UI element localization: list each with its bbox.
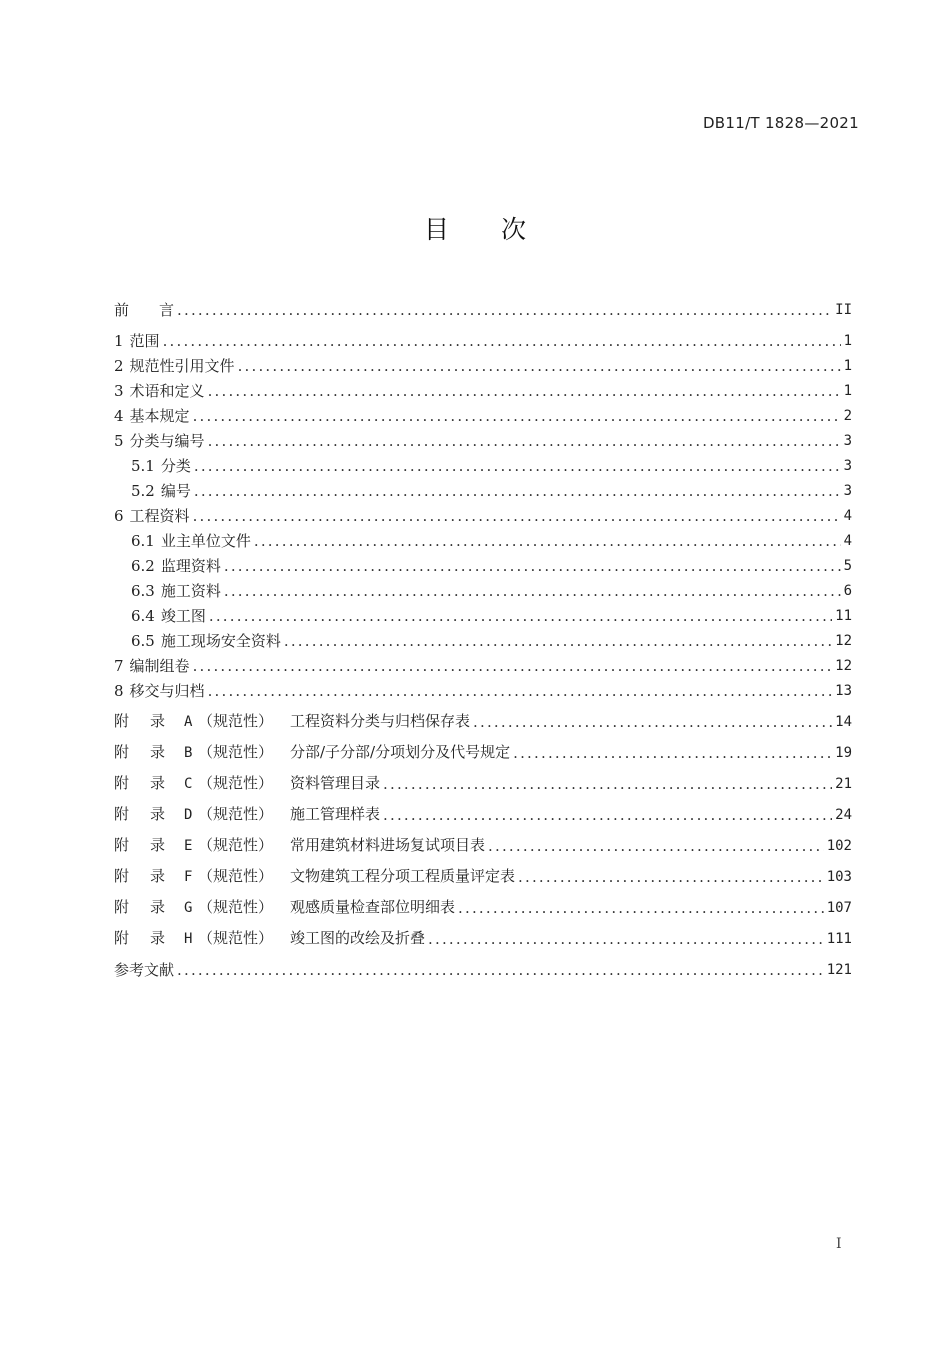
toc-entry-label: 常用建筑材料进场复试项目表 (290, 836, 486, 854)
toc-subentry[interactable] (114, 579, 852, 604)
toc-subentry[interactable] (114, 529, 852, 554)
toc-page-number: 102 (826, 838, 852, 854)
appendix-word-2: 录 (150, 712, 166, 730)
toc-entry-label: 规范性引用文件 (129, 357, 235, 375)
toc-entry[interactable] (114, 354, 852, 379)
toc-leader-dots (208, 679, 833, 704)
toc-entry-label: 编制组卷 (129, 657, 190, 675)
appendix-nature: （规范性） (198, 929, 274, 947)
page-title: 目次 (423, 215, 578, 244)
toc-leader-dots (458, 896, 824, 921)
toc-entry[interactable] (114, 679, 852, 704)
toc-leader-dots (488, 834, 824, 859)
toc-page-number: 21 (835, 776, 852, 792)
appendix-word-1: 附 (114, 805, 130, 823)
toc-entry-label: 编号 (160, 482, 191, 500)
appendix-word-2: 录 (150, 898, 166, 916)
toc-leader-dots (193, 404, 841, 429)
toc-page-number: 3 (843, 483, 852, 499)
toc-section-number: 3 (114, 382, 124, 400)
appendix-nature: （规范性） (198, 805, 274, 823)
toc-appendix-entry[interactable] (114, 834, 852, 859)
toc-page-number: 1 (843, 333, 852, 349)
appendix-word-2: 录 (150, 743, 166, 761)
appendix-word-1: 附 (114, 898, 130, 916)
toc-entry-label: 参考文献 (114, 961, 175, 979)
appendix-nature: （规范性） (198, 867, 274, 885)
appendix-letter: E (184, 838, 193, 854)
toc-page-number: 6 (843, 583, 852, 599)
toc-page-number: 24 (835, 807, 852, 823)
appendix-word-2: 录 (150, 867, 166, 885)
appendix-nature: （规范性） (198, 743, 274, 761)
toc-appendix-entry[interactable] (114, 803, 852, 828)
toc-page-number: 1 (843, 358, 852, 374)
toc-leader-dots (194, 479, 841, 504)
appendix-word-2: 录 (150, 774, 166, 792)
toc-leader-dots (284, 629, 832, 654)
toc-subentry[interactable] (114, 604, 852, 629)
toc-entry[interactable] (114, 329, 852, 354)
toc-page-number: 107 (826, 900, 852, 916)
toc-leader-dots (177, 958, 824, 983)
toc-entry-label: 分类 (160, 457, 191, 475)
toc-entry-foreword[interactable] (114, 298, 852, 323)
toc-entry[interactable] (114, 404, 852, 429)
appendix-nature: （规范性） (198, 836, 274, 854)
toc-section-number: 4 (114, 407, 124, 425)
toc-section-number: 5 (114, 432, 124, 450)
toc-page-number: 103 (826, 869, 852, 885)
appendix-word-2: 录 (150, 805, 166, 823)
toc-entry-label: 分部/子分部/分项划分及代号规定 (290, 743, 511, 761)
toc-entry-label: 基本规定 (129, 407, 190, 425)
appendix-nature: （规范性） (198, 774, 274, 792)
appendix-letter: B (184, 745, 193, 761)
toc-section-number: 7 (114, 657, 124, 675)
toc-page-number: 12 (835, 658, 852, 674)
toc-section-number: 2 (114, 357, 124, 375)
toc-leader-dots (208, 429, 841, 454)
toc-entry[interactable] (114, 504, 852, 529)
toc-appendix-entry[interactable] (114, 896, 852, 921)
appendix-letter: A (184, 714, 193, 730)
appendix-word-2: 录 (150, 836, 166, 854)
appendix-word-2: 录 (150, 929, 166, 947)
toc-page-number: 14 (835, 714, 852, 730)
toc-entry-label: 移交与归档 (129, 682, 205, 700)
toc-section-number: 6.5 (131, 632, 155, 650)
toc-leader-dots (473, 710, 832, 735)
toc-leader-dots (383, 803, 832, 828)
toc-subentry[interactable] (114, 454, 852, 479)
toc-page-number: 5 (843, 558, 852, 574)
toc-page-number: 2 (843, 408, 852, 424)
toc-appendix-entry[interactable] (114, 865, 852, 890)
toc-entry-label: 工程资料 (129, 507, 190, 525)
toc-section-number: 8 (114, 682, 124, 700)
toc-leader-dots (383, 772, 832, 797)
toc-entry-label: 术语和定义 (129, 382, 205, 400)
appendix-word-1: 附 (114, 867, 130, 885)
toc-leader-dots (194, 454, 841, 479)
toc-entry-label: 竣工图的改绘及折叠 (290, 929, 426, 947)
standard-code: DB11/T 1828—2021 (702, 114, 859, 132)
toc-entry-label: 施工资料 (160, 582, 221, 600)
toc-leader-dots (224, 554, 841, 579)
toc-section-number: 6.3 (131, 582, 155, 600)
appendix-nature: （规范性） (198, 898, 274, 916)
toc-subentry[interactable] (114, 629, 852, 654)
appendix-word-1: 附 (114, 743, 130, 761)
toc-entry[interactable] (114, 379, 852, 404)
toc-entry[interactable] (114, 429, 852, 454)
toc-leader-dots (238, 354, 841, 379)
toc-appendix-entry[interactable] (114, 710, 852, 735)
toc-leader-dots (224, 579, 841, 604)
toc-leader-dots (163, 329, 841, 354)
toc-entry-references[interactable] (114, 958, 852, 983)
toc-leader-dots (193, 654, 833, 679)
toc-leader-dots (209, 604, 832, 629)
toc-appendix-entry[interactable] (114, 927, 852, 952)
appendix-nature: （规范性） (198, 712, 274, 730)
toc-leader-dots (254, 529, 841, 554)
toc-page-number: II (835, 302, 852, 318)
appendix-letter: G (184, 900, 193, 916)
appendix-word-1: 附 (114, 836, 130, 854)
toc-page-number: 13 (835, 683, 852, 699)
toc-entry-label: 竣工图 (160, 607, 206, 625)
toc-page-number: 1 (843, 383, 852, 399)
toc-page-number: 12 (835, 633, 852, 649)
toc-page-number: 3 (843, 433, 852, 449)
toc-entry-label: 业主单位文件 (160, 532, 251, 550)
toc-subentry[interactable] (114, 554, 852, 579)
toc-appendix-entry[interactable] (114, 772, 852, 797)
toc-entry-label: 施工现场安全资料 (160, 632, 281, 650)
toc-entry-label: 观感质量检查部位明细表 (290, 898, 456, 916)
toc-section-number: 6.4 (131, 607, 155, 625)
toc-leader-dots (518, 865, 824, 890)
appendix-letter: D (184, 807, 193, 823)
toc-page-number: 4 (843, 533, 852, 549)
toc-entry[interactable] (114, 654, 852, 679)
toc-entry-label: 文物建筑工程分项工程质量评定表 (290, 867, 516, 885)
toc-page-number: 11 (835, 608, 852, 624)
toc-section-number: 6.1 (131, 532, 155, 550)
appendix-word-1: 附 (114, 929, 130, 947)
appendix-word-1: 附 (114, 774, 130, 792)
toc-leader-dots (513, 741, 832, 766)
toc-entry-label: 资料管理目录 (290, 774, 381, 792)
toc-page-number: 4 (843, 508, 852, 524)
page-number: I (836, 1236, 842, 1252)
toc-leader-dots (177, 298, 832, 323)
toc-section-number: 6 (114, 507, 124, 525)
toc-appendix-entry[interactable] (114, 741, 852, 766)
appendix-letter: H (184, 931, 193, 947)
appendix-letter: F (184, 869, 193, 885)
toc-page-number: 3 (843, 458, 852, 474)
toc-page-number: 111 (826, 931, 852, 947)
toc-entry-label: 施工管理样表 (290, 805, 381, 823)
toc-section-number: 5.1 (131, 457, 155, 475)
toc-page-number: 19 (835, 745, 852, 761)
toc-entry-label: 工程资料分类与归档保存表 (290, 712, 471, 730)
toc-page-number: 121 (826, 962, 852, 978)
toc-section-number: 5.2 (131, 482, 155, 500)
toc-leader-dots (208, 379, 841, 404)
toc-section-number: 6.2 (131, 557, 155, 575)
toc-leader-dots (193, 504, 841, 529)
toc-entry-label: 前 言 (114, 301, 175, 319)
toc-subentry[interactable] (114, 479, 852, 504)
toc-section-number: 1 (114, 332, 124, 350)
toc-entry-label: 分类与编号 (129, 432, 205, 450)
appendix-letter: C (184, 776, 193, 792)
toc-entry-label: 监理资料 (160, 557, 221, 575)
toc-entry-label: 范围 (129, 332, 160, 350)
appendix-word-1: 附 (114, 712, 130, 730)
toc-leader-dots (428, 927, 824, 952)
